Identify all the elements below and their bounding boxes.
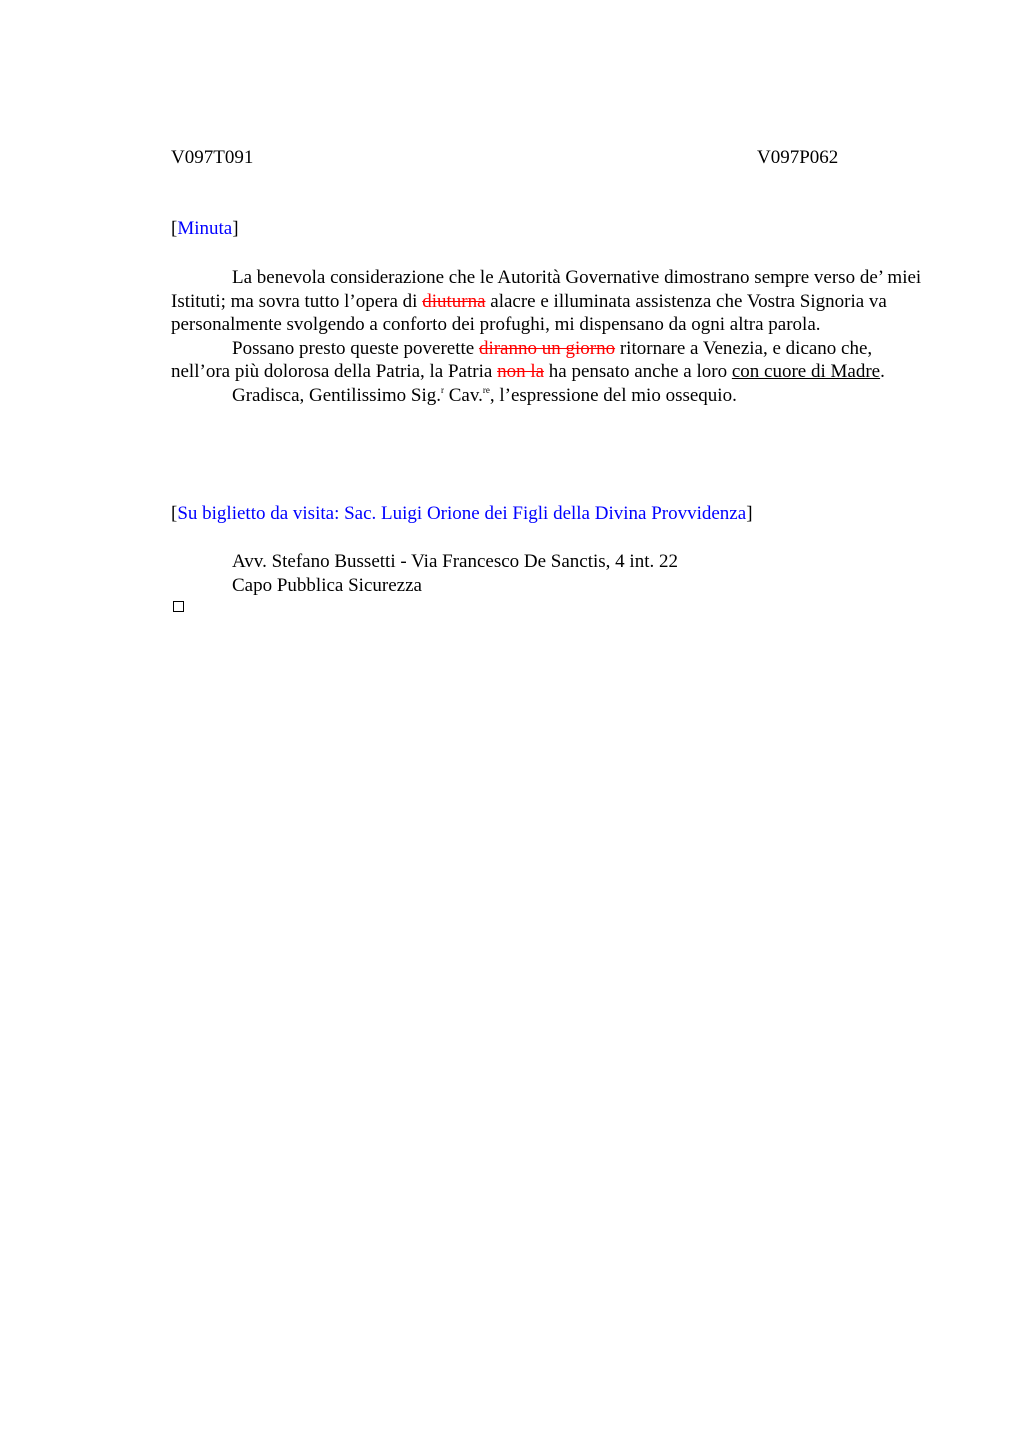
minuta-close-bracket: ]: [232, 218, 239, 239]
card-note-label: Su biglietto da visita: Sac. Luigi Orione dei Figli della Divina Provvidenza: [177, 503, 747, 524]
p3-text-c: , l’espressione del mio ossequio.: [489, 384, 737, 406]
minuta-label: Minuta: [177, 218, 233, 239]
empty-box-icon: [173, 601, 184, 612]
p2-text-c: ha pensato anche a loro: [544, 361, 732, 383]
card-close-bracket: ]: [746, 503, 753, 524]
card-line-title: Capo Pubblica Sicurezza: [232, 575, 422, 596]
p1-text-b: alacre e illuminata assistenza che Vostra Signoria va personalmente svolgendo a conforto dei profughi, mi dispensano da ogni altra parola.: [171, 290, 887, 336]
letter-paragraph-3: [171, 384, 931, 411]
letter-paragraph-1: [171, 266, 931, 337]
business-card-text: [232, 550, 678, 598]
letter-body: [171, 266, 931, 411]
minuta-note: [171, 217, 239, 241]
business-card-note: [171, 502, 753, 526]
p3-text-b: Cav.: [443, 384, 483, 406]
card-line-address: Avv. Stefano Bussetti - Via Francesco De Sanctis, 4 int. 22: [232, 551, 678, 572]
p1-text-a: La benevola considerazione che le Autorità Governative dimostrano sempre verso de’ miei Istituti; ma sovra tutto l’opera di: [171, 267, 922, 312]
p2-deletion-2: non la: [497, 361, 545, 383]
minuta-open-bracket: [: [171, 218, 178, 239]
p3-superscript-1: r: [440, 384, 444, 395]
right-reference-code: V097P062: [757, 147, 839, 168]
p2-text-d: .: [880, 361, 885, 383]
p1-deletion: diuturna: [422, 290, 486, 312]
card-open-bracket: [: [171, 503, 178, 524]
p2-underlined-text: con cuore di Madre: [731, 361, 881, 383]
p3-text-a: Gradisca, Gentilissimo Sig.: [232, 384, 441, 406]
p3-superscript-2: re: [482, 384, 490, 395]
p2-deletion-1: diranno un giorno: [478, 337, 616, 359]
p2-text-b: ritornare a Venezia, e dicano che, nell’ora più dolorosa della Patria, la Patria: [171, 337, 873, 383]
left-reference-code: V097T091: [171, 147, 254, 168]
p2-text-a: Possano presto queste poverette: [232, 337, 479, 359]
letter-paragraph-2: [171, 337, 931, 384]
